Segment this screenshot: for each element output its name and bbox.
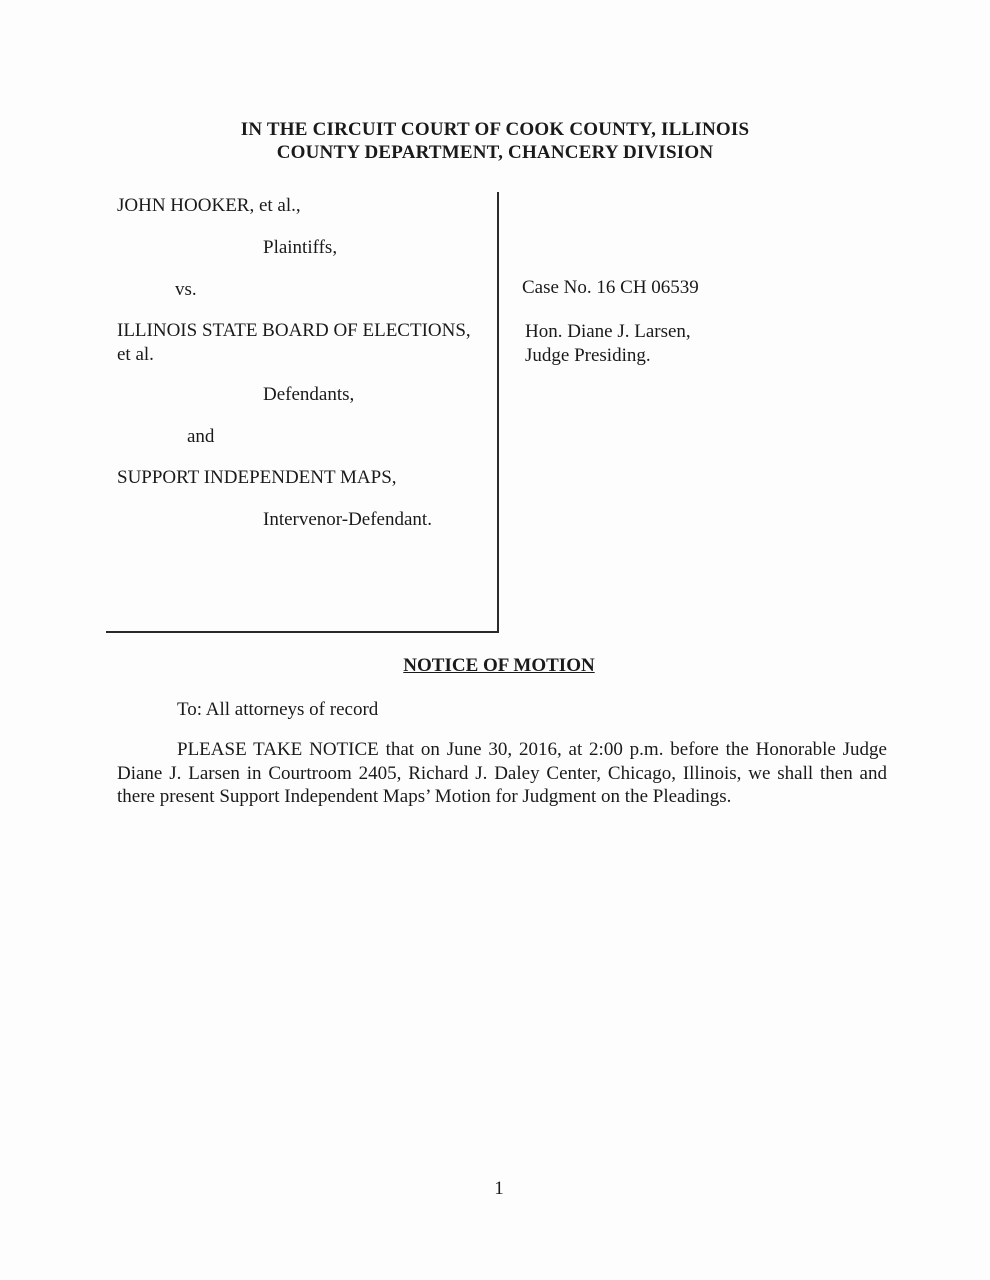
caption-vertical-divider: [497, 192, 499, 632]
plaintiff-role: Plaintiffs,: [263, 237, 338, 258]
caption-bottom-divider: [106, 631, 499, 633]
versus-label: vs.: [175, 279, 197, 300]
defendant-role: Defendants,: [263, 384, 355, 405]
defendant-name-line2: et al.: [117, 344, 154, 365]
judge-name: Hon. Diane J. Larsen,: [525, 321, 691, 342]
court-heading-line2: COUNTY DEPARTMENT, CHANCERY DIVISION: [276, 142, 714, 163]
judge-title: Judge Presiding.: [525, 345, 651, 366]
addressee-line: To: All attorneys of record: [177, 699, 379, 720]
case-number: Case No. 16 CH 06539: [522, 277, 699, 298]
conjunction-label: and: [187, 426, 215, 447]
intervenor-name: SUPPORT INDEPENDENT MAPS,: [117, 467, 397, 488]
court-heading-line1: IN THE CIRCUIT COURT OF COOK COUNTY, ILLINOIS: [240, 119, 750, 140]
plaintiff-name: JOHN HOOKER, et al.,: [117, 195, 301, 216]
intervenor-role: Intervenor-Defendant.: [263, 509, 432, 530]
notice-title: NOTICE OF MOTION: [403, 655, 595, 676]
defendant-name-line1: ILLINOIS STATE BOARD OF ELECTIONS,: [117, 320, 471, 341]
page-number: 1: [494, 1178, 504, 1199]
notice-body-paragraph: PLEASE TAKE NOTICE that on June 30, 2016, at 2:00 p.m. before the Honorable Judge Diane J. Larsen in Courtroom 2405, Richard J. Daley Center, Chicago, Illinois, we shall then and there present Support Independent Maps’ Motion for Judgment on the Pleadings.: [117, 739, 887, 807]
